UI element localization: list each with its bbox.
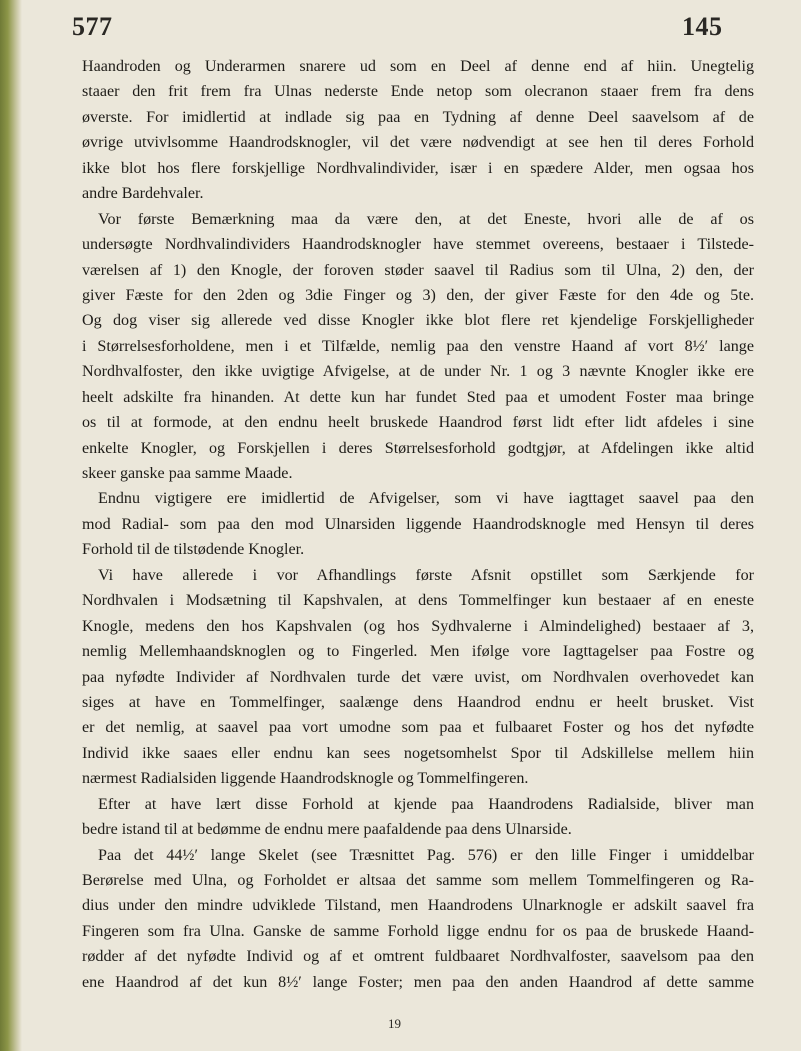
text-line: andre Bardehvaler.: [82, 185, 204, 203]
text-line: skeer ganske paa samme Maade.: [82, 465, 293, 482]
text-line: undersøgte Nordhvalindividers Haandrodsknogler have stemmet overeens, bestaaer i Tilstede-: [82, 236, 754, 254]
signature-mark: 19: [388, 1016, 401, 1031]
text-line: øvrige utvivlsomme Haandrodsknogler, vil det være nødvendigt at see hen til deres Forhold: [82, 134, 754, 152]
page-number-right: 145: [682, 12, 723, 41]
body-text: [82, 54, 754, 995]
text-line: os til at formode, at den endnu heelt bruskede Haandrod først lidt efter lidt afdeles i sine: [82, 414, 754, 432]
text-line: Vor første Bemærkning maa da være den, at det Eneste, hvori alle de af os: [98, 210, 754, 228]
text-line: Vi have allerede i vor Afhandlings første Afsnit opstillet som Særkjende for: [98, 566, 754, 584]
text-line: Paa det 44½′ lange Skelet (see Træsnittet Pag. 576) er den lille Finger i umiddelbar: [98, 846, 754, 864]
text-line: heelt adskilte fra hinanden. At dette kun har fundet Sted paa et umodent Foster maa bringe: [82, 388, 754, 406]
text-line: øverste. For imidlertid at indlade sig paa en Tydning af denne Deel saavelsom af de: [82, 108, 754, 126]
text-line: nærmest Radialsiden liggende Haandrodsknogle og Tommelfingeren.: [82, 770, 529, 788]
text-line: Individ ikke saaes eller endnu kan sees nogetsomhelst Spor til Adskillelse mellem hiin: [82, 744, 754, 762]
text-line: mod Radial- som paa den mod Ulnarsiden liggende Haandrodsknogle med Hensyn til deres: [82, 515, 754, 533]
text-line: rødder af det nyfødte Individ og af et omtrent fuldbaaret Nordhvalfoster, saavelsom paa den: [82, 948, 754, 966]
text-line: Forhold til de tilstødende Knogler.: [82, 541, 305, 559]
text-line: bedre istand til at bedømme de endnu mere paafaldende paa dens Ulnarside.: [82, 821, 572, 839]
text-line: nemlig Mellemhaandsknoglen og to Fingerled. Men ifølge vore Iagttagelser paa Fostre og: [82, 643, 754, 661]
text-line: Nordhvalfoster, den ikke uvigtige Afvigelse, at de under Nr. 1 og 3 nævnte Knogler ikke ere: [82, 363, 754, 381]
text-line: paa nyfødte Individer af Nordhvalen turde det være uvist, om Nordhvalen overhovedet kan: [82, 668, 754, 686]
text-line: værelsen af 1) den Knogle, der foroven støder saavel til Radius som til Ulna, 2) den, der: [82, 261, 754, 279]
text-line: dius under den mindre udviklede Tilstand, men Haandrodens Ulnarknogle er adskilt saavel fra: [82, 897, 754, 915]
text-line: Berørelse med Ulna, og Forholdet er altsaa det samme som mellem Tommelfingeren og Ra-: [82, 872, 754, 889]
page-edge-shadow: [0, 0, 22, 1051]
text-line: i Størrelsesforholdene, men i et Tilfælde, nemlig paa den venstre Haand af vort 8½′ lange: [82, 337, 754, 355]
text-line: Efter at have lært disse Forhold at kjende paa Haandrodens Radialside, bliver man: [98, 795, 754, 813]
text-line: Og dog viser sig allerede ved disse Knogler ikke blot flere ret kjendelige Forskjelligheder: [82, 312, 754, 330]
text-line: Fingeren som fra Ulna. Ganske de samme Forhold ligge endnu for os paa de bruskede Haand-: [82, 922, 754, 940]
text-line: er det nemlig, at saavel paa vort umodne som paa et fulbaaret Foster og hos det nyfødte: [82, 719, 754, 737]
page-number-left: 577: [72, 12, 113, 41]
text-line: Nordhvalen i Modsætning til Kapshvalen, at dens Tommelfinger kun bestaaer af en eneste: [82, 592, 754, 610]
text-line: ene Haandrod af det kun 8½′ lange Foster; men paa den anden Haandrod af dette samme: [82, 973, 754, 991]
text-line: enkelte Knogler, og Forskjellen i deres Størrelsesforhold godtgjør, at Afdelingen ikke altid: [82, 439, 754, 457]
text-line: staaer den frit frem fra Ulnas nederste Ende netop som olecranon staaer frem fra dens: [82, 83, 754, 101]
text-line: siges at have en Tommelfinger, saalænge dens Haandrod endnu er heelt brusket. Vist: [82, 693, 754, 711]
text-line: ikke blot hos flere forskjellige Nordhvalindivider, især i en spædere Alder, men ogsaa hos: [82, 159, 754, 177]
text-line: giver Fæste for den 2den og 3die Finger og 3) den, der giver Fæste for den 4de og 5te.: [82, 286, 754, 304]
text-line: Haandroden og Underarmen snarere ud som en Deel af denne end af hiin. Unegtelig: [82, 58, 754, 75]
text-line: Knogle, medens den hos Kapshvalen (og hos Sydhvalerne i Almindelighed) bestaaer af 3,: [82, 617, 754, 635]
text-line: Endnu vigtigere ere imidlertid de Afvigelser, som vi have iagttaget saavel paa den: [98, 490, 754, 508]
